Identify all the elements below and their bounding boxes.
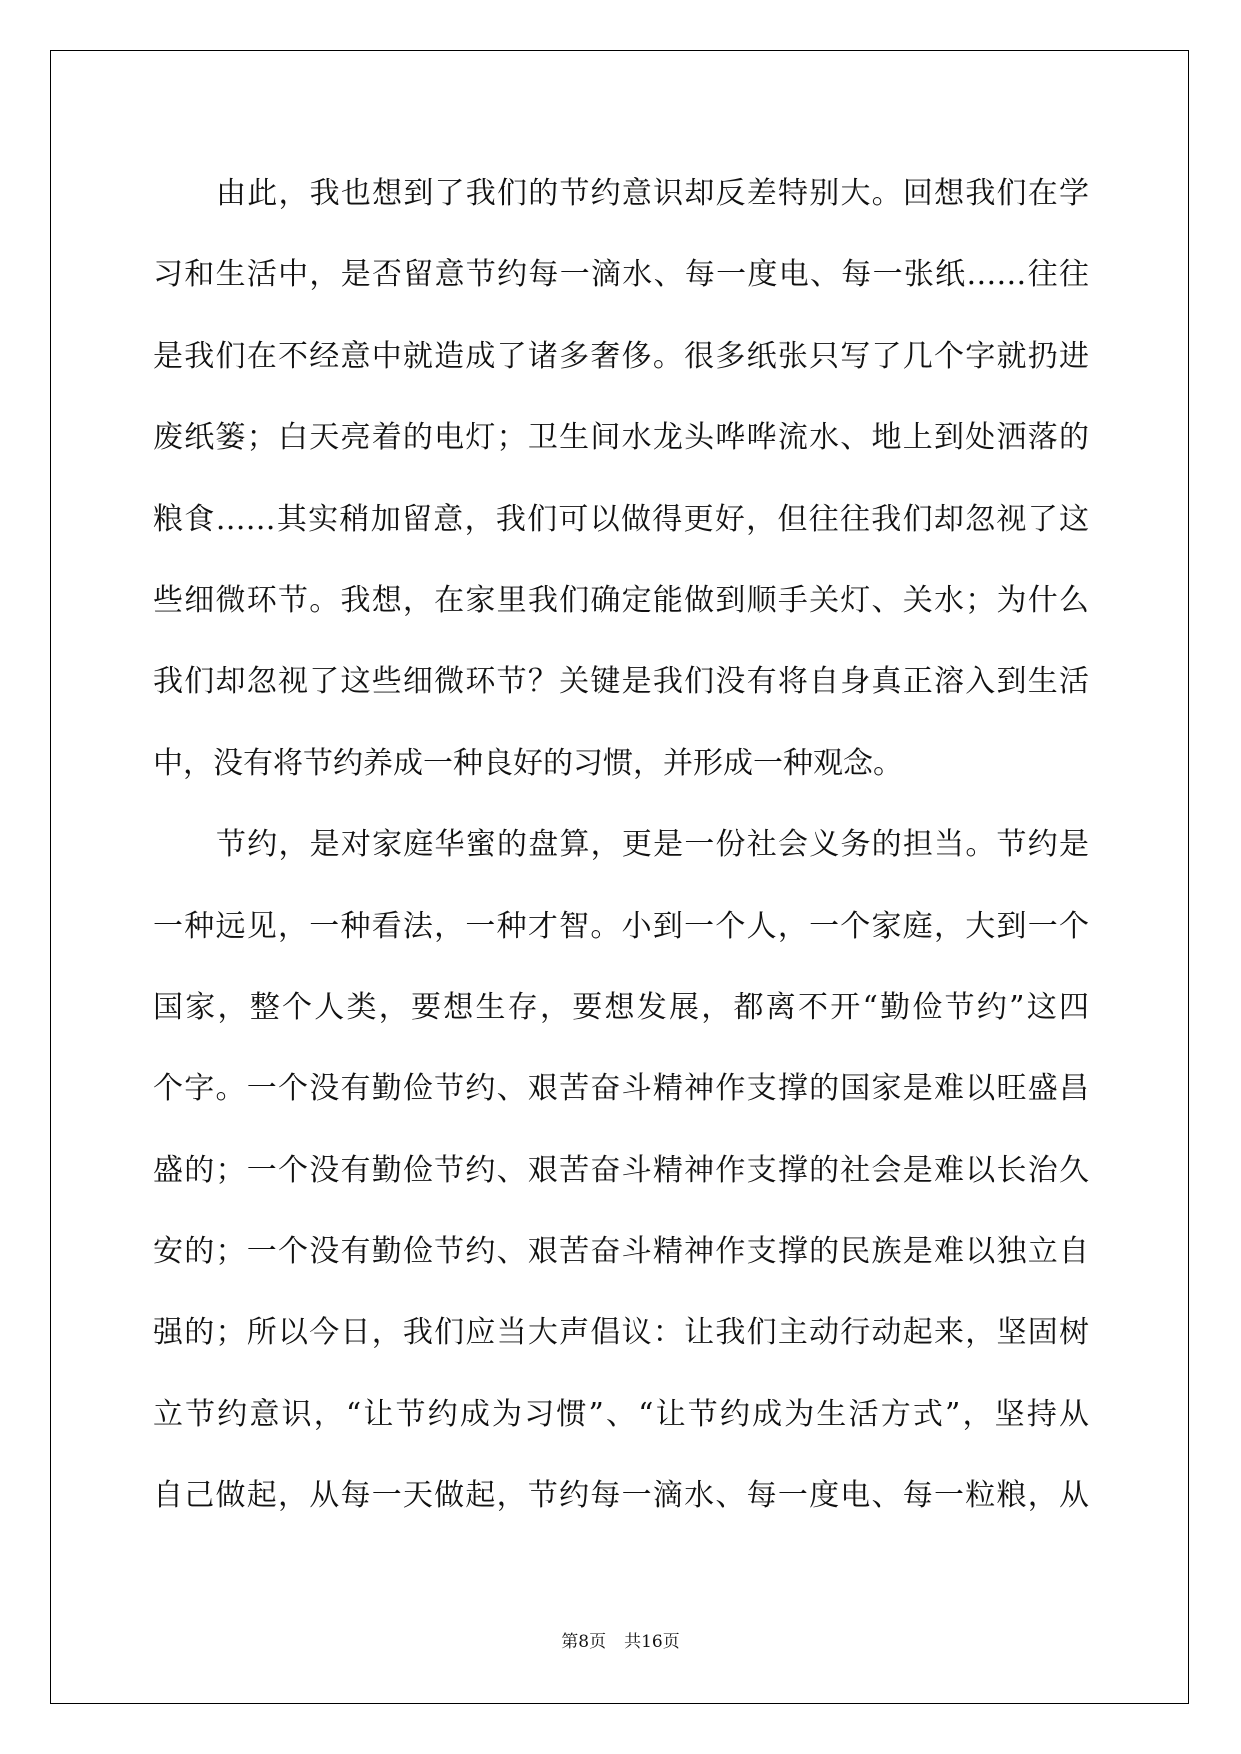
document-body <box>153 153 1089 1537</box>
body-line: 粮食……其实稍加留意，我们可以做得更好，但往往我们却忽视了这 <box>153 501 1089 537</box>
body-line: 由此，我也想到了我们的节约意识却反差特别大。回想我们在学 <box>216 176 1089 211</box>
body-line: 节约，是对家庭华蜜的盘算，更是一份社会义务的担当。节约是 <box>216 827 1089 863</box>
body-line: 我们却忽视了这些细微环节？关键是我们没有将自身真正溶入到生活 <box>153 664 1089 700</box>
page-number: 第8页 <box>561 1632 607 1652</box>
paragraph <box>153 804 1089 1537</box>
body-line: 自己做起，从每一天做起，节约每一滴水、每一度电、每一粒粮，从 <box>153 1478 1089 1514</box>
body-line: 废纸篓；白天亮着的电灯；卫生间水龙头哗哗流水、地上到处洒落的 <box>153 420 1089 456</box>
body-line: 中，没有将节约养成一种良好的习惯，并形成一种观念。 <box>153 745 903 781</box>
body-line: 安的；一个没有勤俭节约、艰苦奋斗精神作支撑的民族是难以独立自 <box>153 1234 1089 1270</box>
body-line: 一种远见，一种看法，一种才智。小到一个人，一个家庭，大到一个 <box>153 908 1089 944</box>
body-line: 是我们在不经意中就造成了诸多奢侈。很多纸张只写了几个字就扔进 <box>153 338 1089 374</box>
paragraph <box>153 153 1089 804</box>
body-line: 强的；所以今日，我们应当大声倡议：让我们主动行动起来，坚固树 <box>153 1315 1089 1351</box>
body-line: 习和生活中，是否留意节约每一滴水、每一度电、每一张纸……往往 <box>153 257 1089 293</box>
page-footer <box>0 1630 1241 1654</box>
body-line: 立节约意识，“让节约成为习惯”、“让节约成为生活方式”，坚持从 <box>153 1396 1089 1432</box>
page-total: 共16页 <box>624 1632 680 1652</box>
body-line: 国家，整个人类，要想生存，要想发展，都离不开“勤俭节约”这四 <box>153 989 1089 1025</box>
body-line: 盛的；一个没有勤俭节约、艰苦奋斗精神作支撑的社会是难以长治久 <box>153 1152 1089 1188</box>
body-line: 个字。一个没有勤俭节约、艰苦奋斗精神作支撑的国家是难以旺盛昌 <box>153 1071 1089 1107</box>
body-line: 些细微环节。我想，在家里我们确定能做到顺手关灯、关水；为什么 <box>153 582 1089 618</box>
